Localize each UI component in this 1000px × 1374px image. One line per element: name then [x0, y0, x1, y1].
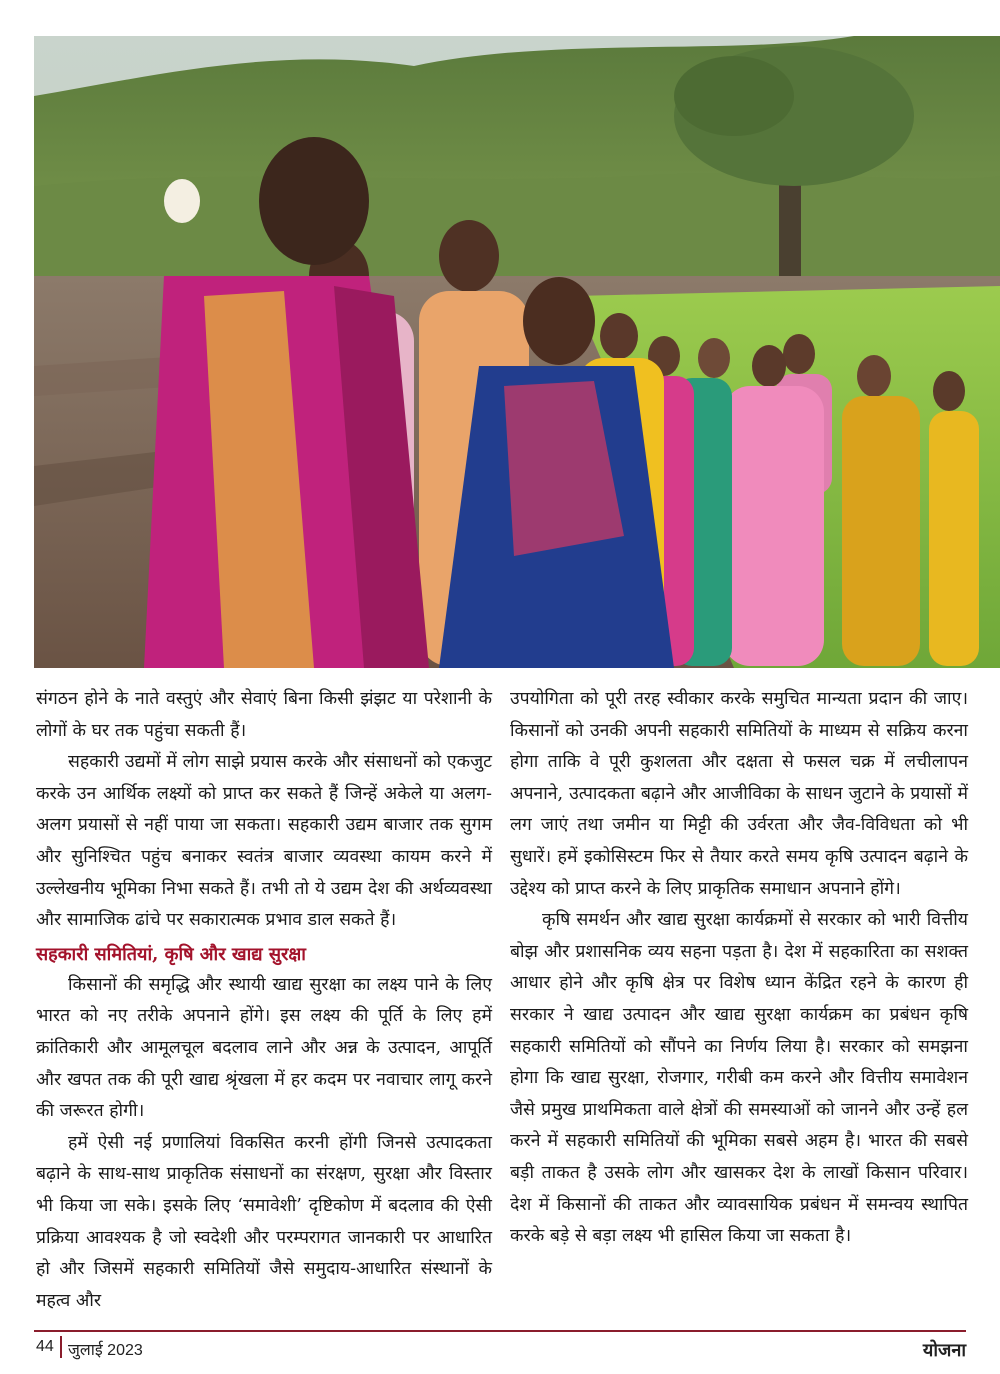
paragraph: संगठन होने के नाते वस्तुएं और सेवाएं बिना किसी झंझट या परेशानी के लोगों के घर तक पहुंचा सकती हैं।: [36, 689, 492, 741]
section-heading: सहकारी समितियां, कृषि और खाद्य सुरक्षा: [36, 943, 306, 965]
article-left-column: [36, 684, 492, 1317]
paragraph: किसानों की समृद्धि और स्थायी खाद्य सुरक्षा का लक्ष्य पाने के लिए भारत को नए तरीके अपनाने होंगे। इस लक्ष्य की पूर्ति के लिए हमें क्रांतिकारी और आमूलचूल बदलाव लाने और अन्न के उत्पादन, आपूर्ति और खपत तक की पूरी खाद्य श्रृंखला में हर कदम पर नवाचार लागू करने की जरूरत होगी।: [36, 974, 492, 1122]
article-right-column: [510, 684, 968, 1253]
footer-rule: [34, 1330, 966, 1332]
paragraph: कृषि समर्थन और खाद्य सुरक्षा कार्यक्रमों से सरकार को भारी वित्तीय बोझ और प्रशासनिक व्यय सहना पड़ता है। देश में सहकारिता का सशक्त आधार होने और कृषि क्षेत्र पर विशेष ध्यान केंद्रित रहने के कारण ही सरकार ने खाद्य उत्पादन और खाद्य सुरक्षा कार्यक्रम का प्रबंधन कृषि सहकारी समितियों को सौंपने का निर्णय लिया है। सरकार को समझना होगा कि खाद्य सुरक्षा, रोजगार, गरीबी कम करने और वित्तीय समावेशन जैसे प्रमुख प्राथमिकता वाले क्षेत्रों की समस्याओं को जानने और उन्हें हल करने में सहकारी समितियों की भूमिका सबसे अहम है। भारत की सबसे बड़ी ताकत है उसके लोग और खासकर देश के लाखों किसान परिवार। देश में किसानों की ताकत और व्यावसायिक प्रबंधन में समन्वय स्थापित करके बड़े से बड़ा लक्ष्य भी हासिल किया जा सकता है।: [510, 910, 968, 1247]
footer-divider: [60, 1336, 62, 1358]
paragraph: सहकारी उद्यमों में लोग साझे प्रयास करके और संसाधनों को एकजुट करके उन आर्थिक लक्ष्यों को प्राप्त कर सकते हैं जिन्हें अकेले या अलग-अलग प्रयासों से नहीं पाया जा सकता। सहकारी उद्यम बाजार तक सुगम और सुनिश्चित पहुंच बनाकर स्वतंत्र बाजार व्यवस्था कायम करने में उल्लेखनीय भूमिका निभा सकते हैं। तभी तो ये उद्यम देश की अर्थव्यवस्था और सामाजिक ढांचे पर सकारात्मक प्रभाव डाल सकते हैं।: [36, 752, 492, 931]
paragraph: हमें ऐसी नई प्रणालियां विकसित करनी होंगी जिनसे उत्पादकता बढ़ाने के साथ-साथ प्राकृतिक संसाधनों का संरक्षण, सुरक्षा और विस्तार भी किया जा सके। इसके लिए ‘समावेशी’ दृष्टिकोण में बदलाव की ऐसी प्रक्रिया आवश्यक है जो स्वदेशी और परम्परागत जानकारी पर आधारित हो और जिसमें सहकारी समितियों जैसे समुदाय-आधारित संस्थानों के महत्व और: [36, 1132, 492, 1311]
magazine-name: योजना: [922, 1340, 966, 1360]
issue-date: जुलाई 2023: [68, 1342, 143, 1359]
paragraph: उपयोगिता को पूरी तरह स्वीकार करके समुचित मान्यता प्रदान की जाए। किसानों को उनकी अपनी सहकारी समितियों के माध्यम से सक्रिय करना होगा ताकि वे पूरी कुशलता और दक्षता से फसल चक्र में लचीलापन अपनाने, उत्पादकता बढ़ाने और आजीविका के साधन जुटाने के प्रयासों में लग जाएं तथा जमीन या मिट्टी की उर्वरता और जैव-विविधता को भी सुधारें। हमें इकोसिस्टम फिर से तैयार करते समय कृषि उत्पादन बढ़ाने के उद्देश्य को प्राप्त करने के लिए प्राकृतिक समाधान अपनाने होंगे।: [510, 689, 968, 899]
women-farmers-photo: [34, 36, 1000, 668]
page-number: 44: [36, 1338, 54, 1355]
